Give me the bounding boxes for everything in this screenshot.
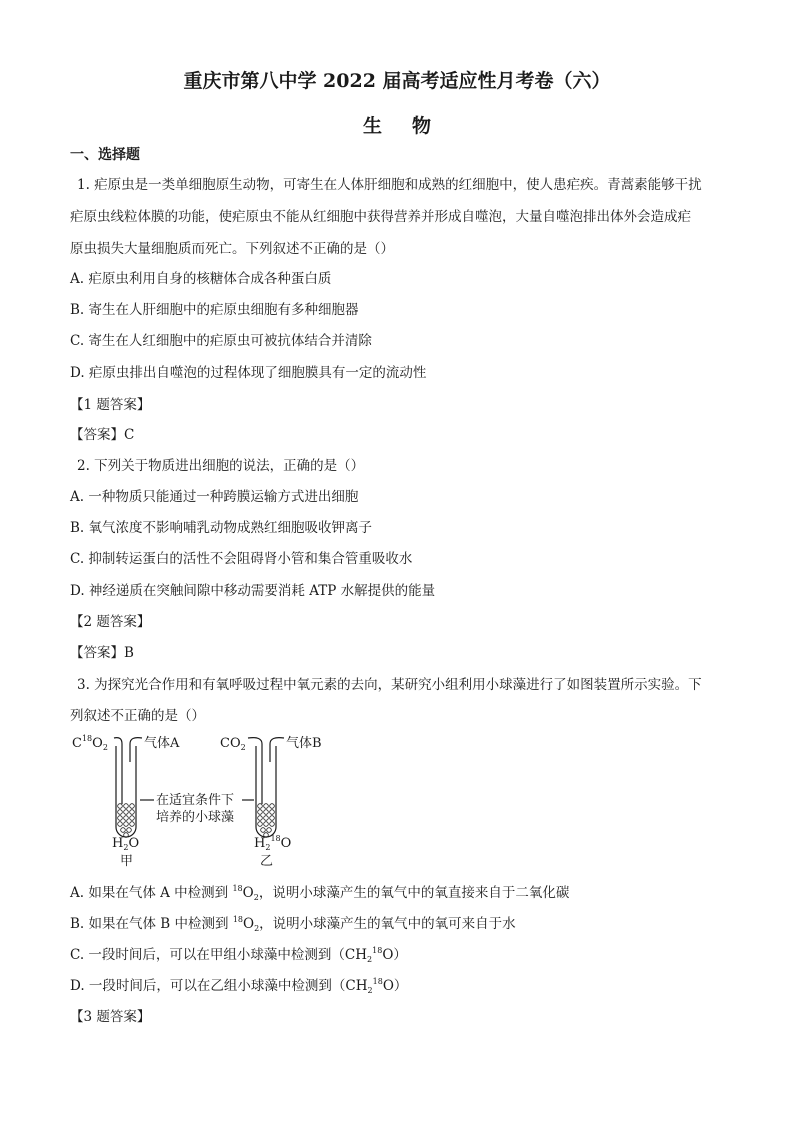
gas-a-label: 气体A bbox=[144, 736, 180, 751]
algae-cells-b bbox=[258, 804, 275, 838]
q2-option-d: D. 神经递质在突触间隙中移动需要消耗 ATP 水解提供的能量 bbox=[70, 583, 436, 599]
q1-answer: 【答案】C bbox=[70, 427, 135, 443]
q1-option-b: B. 寄生在人肝细胞中的疟原虫细胞有多种细胞器 bbox=[70, 302, 359, 318]
q3-option-b: B. 如果在气体 B 中检测到 $^{18}O_2$，说明小球藻产生的氧气中的氧可来自于水 bbox=[70, 915, 516, 933]
tube-b-inlet-curve bbox=[248, 738, 262, 744]
q1-stem-line2: 疟原虫线粒体膜的功能，使疟原虫不能从红细胞中获得营养并形成自噬泡，大量自噬泡排出体外会造成疟 bbox=[70, 209, 691, 225]
q3-stem-line2: 列叙述不正确的是（） bbox=[70, 708, 205, 724]
tube-a-name: 甲 bbox=[120, 854, 134, 869]
center-label-line1: 在适宜条件下 bbox=[156, 793, 235, 808]
q2-stem: 2. 下列关于物质进出细胞的说法，正确的是（） bbox=[77, 458, 365, 474]
section-heading: 一、选择题 bbox=[70, 147, 140, 163]
q1-stem-line3: 原虫损失大量细胞质而死亡。下列叙述不正确的是（） bbox=[70, 241, 394, 257]
q2-option-a: A. 一种物质只能通过一种跨膜运输方式进出细胞 bbox=[70, 489, 359, 505]
q2-answer-tag: 【2 题答案】 bbox=[70, 614, 151, 630]
tube-b-outlet-curve bbox=[270, 738, 284, 744]
tube-b-name: 乙 bbox=[260, 854, 274, 869]
tube-a-outline bbox=[116, 746, 136, 837]
q2-option-c: C. 抑制转运蛋白的活性不会阻碍肾小管和集合管重吸收水 bbox=[70, 551, 413, 567]
algae-cells-a bbox=[118, 804, 135, 838]
tube-b-water-label: $H_2^{18}O$ bbox=[254, 834, 292, 852]
q1-option-c: C. 寄生在人红细胞中的疟原虫可被抗体结合并清除 bbox=[70, 333, 372, 349]
tube-b-input-label: $CO_2$ bbox=[220, 736, 246, 752]
tube-a-water-label: $H_2O$ bbox=[112, 836, 140, 852]
q1-option-d: D. 疟原虫排出自噬泡的过程体现了细胞膜具有一定的流动性 bbox=[70, 365, 427, 381]
q3-option-c: C. 一段时间后，可以在甲组小球藻中检测到$(CH_2^{18}O)$ bbox=[70, 946, 407, 964]
q3-option-d: D. 一段时间后，可以在乙组小球藻中检测到$(CH_2^{18}O)$ bbox=[70, 977, 408, 995]
page-title: 重庆市第八中学 2022 届高考适应性月考卷（六） bbox=[183, 70, 611, 92]
q2-answer: 【答案】B bbox=[70, 645, 134, 661]
q2-option-b: B. 氧气浓度不影响哺乳动物成熟红细胞吸收钾离子 bbox=[70, 520, 373, 536]
q1-answer-tag: 【1 题答案】 bbox=[70, 397, 151, 413]
q3-answer-tag: 【3 题答案】 bbox=[70, 1009, 151, 1025]
tube-a-outlet-curve bbox=[130, 738, 142, 744]
q3-option-a: A. 如果在气体 A 中检测到 $^{18}O_2$，说明小球藻产生的氧气中的氧直接来自于二氧化碳 bbox=[70, 884, 570, 902]
gas-b-label: 气体B bbox=[286, 736, 322, 751]
tube-a-input-label: $C^{18}O_2$ bbox=[72, 734, 108, 752]
q1-option-a: A. 疟原虫利用自身的核糖体合成各种蛋白质 bbox=[70, 271, 332, 287]
tube-b-outline bbox=[256, 746, 276, 837]
tube-a-inlet-curve bbox=[114, 738, 122, 744]
experiment-diagram bbox=[70, 732, 330, 877]
center-label-line2: 培养的小球藻 bbox=[156, 810, 235, 825]
subject-title: 生物 bbox=[362, 115, 461, 137]
q3-stem-line1: 3. 为探究光合作用和有氧呼吸过程中氧元素的去向，某研究小组利用小球藻进行了如图装置所示实验。下 bbox=[77, 677, 702, 693]
q1-stem-line1: 1. 疟原虫是一类单细胞原生动物，可寄生在人体肝细胞和成熟的红细胞中，使人患疟疾。青蒿素能够干扰 bbox=[77, 177, 702, 193]
